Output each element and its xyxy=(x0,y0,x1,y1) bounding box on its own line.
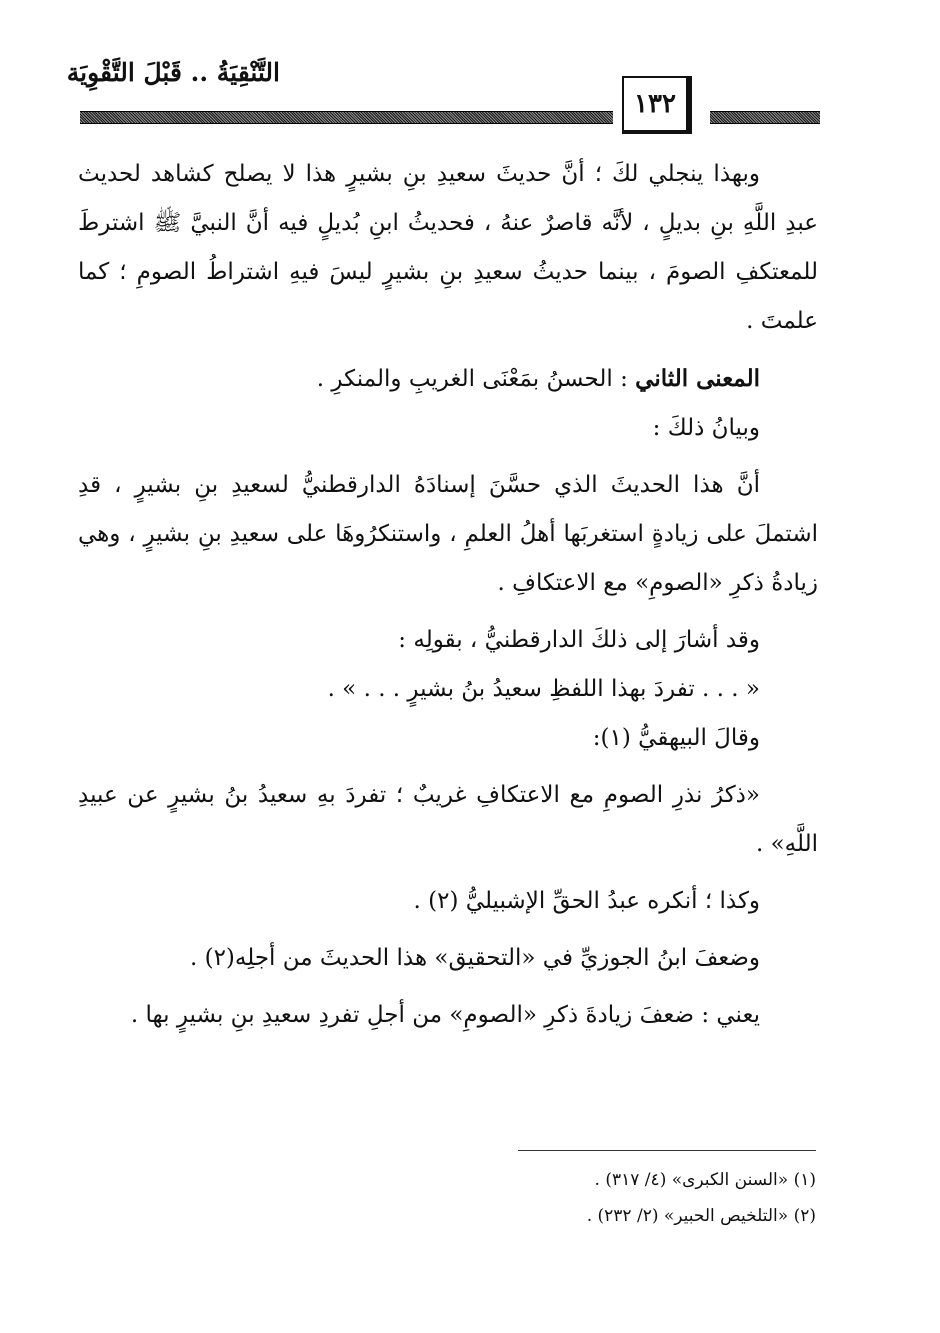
paragraph-3: وبيانُ ذلكَ : xyxy=(652,415,760,441)
quote-bayhaqi: «ذكرُ نذرِ الصومِ مع الاعتكافِ غريبٌ ؛ تفردَ بهِ سعيدُ بنُ بشيرٍ عن عبيدِ اللَّهِ» . xyxy=(78,782,818,857)
section-label-text: : الحسنُ بمَعْنَى الغريبِ والمنكرِ . xyxy=(316,366,628,392)
paragraph-7: وقالَ البيهقيُّ (١): xyxy=(592,725,760,751)
section-label: المعنى الثاني xyxy=(635,365,760,392)
paragraph-4: أنَّ هذا الحديثَ الذي حسَّنَ إسنادَهُ الدارقطنيُّ لسعيدِ بنِ بشيرٍ ، قدِ اشتملَ على زيادةٍ استغربَها أهلُ العلمِ ، واستنكرُوهَا على سعيدِ بنِ بشيرٍ ، وهي زيادةُ ذكرِ «الصومِ» مع الاعتكافِ . xyxy=(78,472,818,596)
footnotes xyxy=(420,1162,816,1234)
page-number-box xyxy=(622,76,692,134)
paragraph-9: وكذا ؛ أنكره عبدُ الحقِّ الإشبيليُّ (٢) . xyxy=(413,888,760,914)
footnote-2: (٢) «التلخيص الحبير» (٢/ ٢٣٢) . xyxy=(586,1206,816,1226)
paragraph-2 xyxy=(78,354,818,404)
paragraph-1: وبهذا ينجلي لكَ ؛ أنَّ حديثَ سعيدِ بنِ بشيرٍ هذا لا يصلح كشاهد لحديث عبدِ اللَّهِ بنِ بديلٍ ، لأنَّه قاصرٌ عنهُ ، فحديثُ ابنِ بُديلٍ فيه أنَّ النبيَّ ﷺ اشترطَ للمعتكفِ الصومَ ، بينما حديثُ سعيدِ بنِ بشيرٍ ليسَ فيهِ اشتراطُ الصومِ ؛ كما علمتَ . xyxy=(78,161,818,334)
header-rule-left xyxy=(80,111,613,124)
page-number: ١٣٢ xyxy=(634,89,676,119)
running-title: التَّنْقِيَةُ .. قَبْلَ التَّقْوِيَة xyxy=(66,58,280,87)
header-rule-right xyxy=(710,111,820,124)
quote-daraqutni: « . . . تفردَ بهذا اللفظِ سعيدُ بنُ بشيرٍ . . . » . xyxy=(327,676,760,702)
footnote-separator xyxy=(518,1150,816,1151)
body-text xyxy=(78,150,818,1040)
paragraph-5: وقد أشارَ إلى ذلكَ الدارقطنيُّ ، بقولِه : xyxy=(398,627,760,653)
paragraph-10: وضعفَ ابنُ الجوزيِّ في «التحقيق» هذا الحديثَ من أجلِه(٢) . xyxy=(189,945,760,971)
paragraph-11: يعني : ضعفَ زيادةَ ذكرِ «الصومِ» من أجلِ تفردِ سعيدِ بنِ بشيرٍ بها . xyxy=(130,1002,760,1028)
footnote-1: (١) «السنن الكبرى» (٤/ ٣١٧) . xyxy=(594,1170,816,1190)
